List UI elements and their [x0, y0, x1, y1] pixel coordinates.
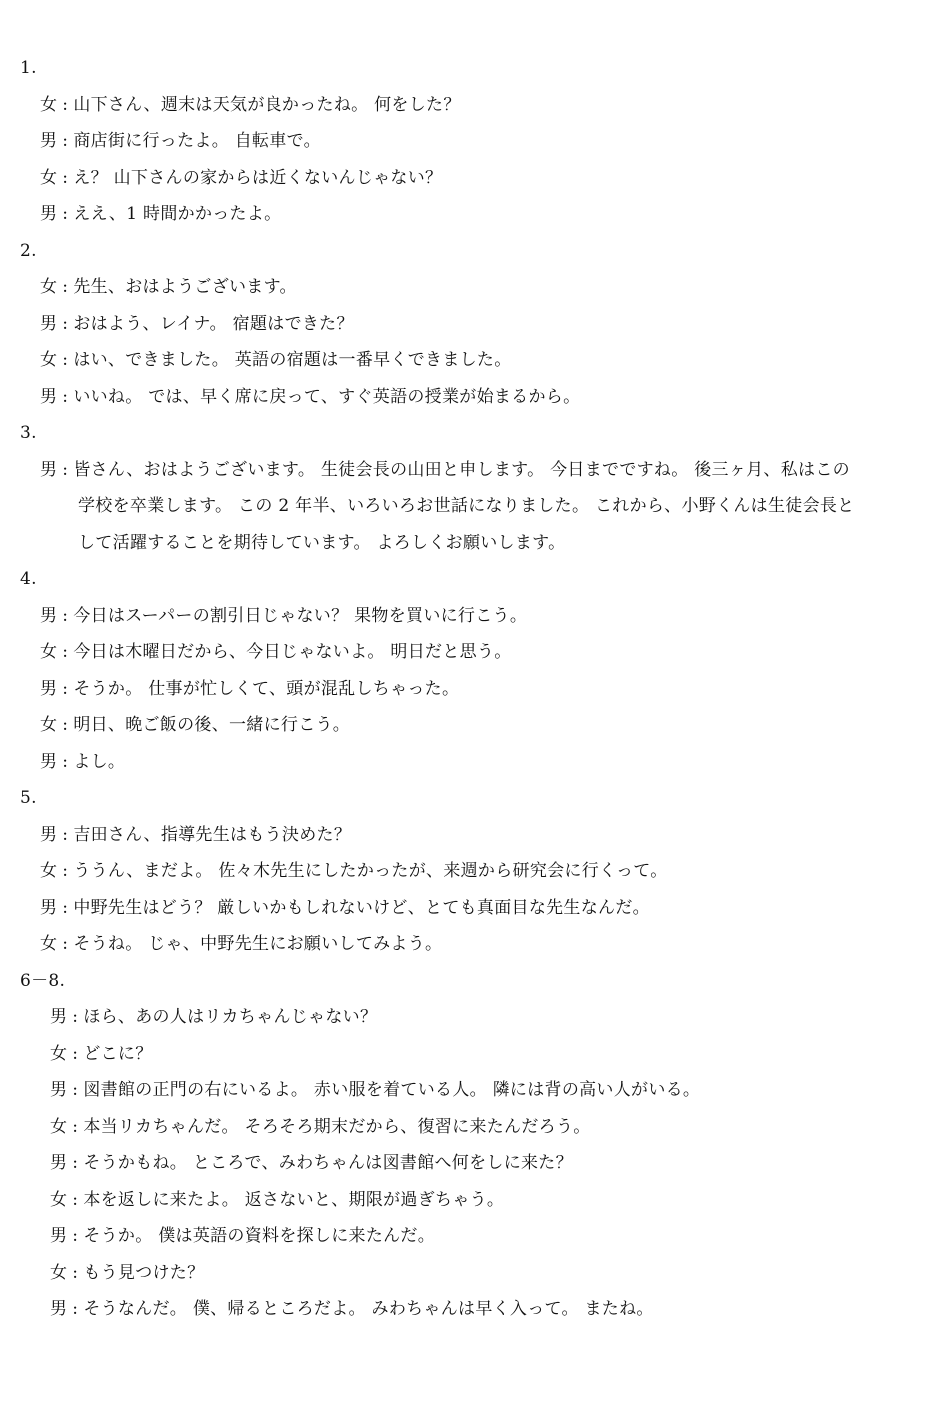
speaker-separator: :: [62, 277, 69, 297]
dialogue-text: ううん、まだよ。 佐々木先生にしたかったが、来週から研究会に行くって。: [73, 861, 668, 881]
speaker-label: 男: [50, 1080, 68, 1100]
speaker-label: 男: [50, 1299, 68, 1319]
item-number: 5.: [20, 788, 37, 808]
dialogue-text: どこに？: [83, 1044, 153, 1064]
speaker-label: 女: [50, 1044, 68, 1064]
speaker-separator: :: [62, 934, 69, 954]
dialogue-line: [40, 349, 512, 371]
speaker-label: 女: [40, 642, 58, 662]
dialogue-line: [40, 167, 442, 189]
dialogue-text: 本当リカちゃんだ。 そろそろ期末だから、復習に来たんだろう。: [83, 1117, 591, 1137]
speaker-separator: :: [72, 1299, 79, 1319]
dialogue-line: [40, 386, 580, 408]
dialogue-text: そうかもね。 ところで、みわちゃんは図書館へ何をしに来た？: [83, 1153, 573, 1173]
speaker-label: 男: [40, 314, 58, 334]
speaker-label: 男: [40, 387, 58, 407]
item-number: 6－8.: [20, 971, 66, 991]
dialogue-line: [50, 1225, 435, 1247]
dialogue-line: [50, 1116, 591, 1138]
dialogue-text: 明日、晩ご飯の後、一緒に行こう。: [73, 715, 351, 735]
speaker-separator: :: [62, 679, 69, 699]
speaker-separator: :: [62, 752, 69, 772]
speaker-separator: :: [72, 1226, 79, 1246]
dialogue-line: [40, 641, 512, 663]
speaker-label: 女: [40, 168, 58, 188]
dialogue-line: [40, 860, 668, 882]
dialogue-text: おはよう、レイナ。 宿題はできた？: [73, 314, 354, 334]
speaker-separator: :: [72, 1153, 79, 1173]
speaker-label: 男: [40, 460, 58, 480]
speaker-label: 男: [40, 679, 58, 699]
dialogue-line: [40, 459, 850, 481]
speaker-separator: :: [62, 350, 69, 370]
dialogue-line: [40, 276, 297, 298]
item-number: 4.: [20, 569, 37, 589]
speaker-label: 女: [40, 350, 58, 370]
dialogue-text: もう見つけた？: [83, 1263, 205, 1283]
dialogue-text: そうね。 じゃ、中野先生にお願いしてみよう。: [73, 934, 443, 954]
speaker-label: 男: [50, 1007, 68, 1027]
dialogue-line: [40, 678, 459, 700]
speaker-separator: :: [62, 715, 69, 735]
speaker-label: 女: [50, 1190, 68, 1210]
dialogue-text: 山下さん、週末は天気が良かったね。 何をした？: [73, 95, 461, 115]
speaker-label: 男: [40, 825, 58, 845]
dialogue-text: 学校を卒業します。 この 2 年半、いろいろお世話になりました。 これから、小野くんは生徒会長と: [78, 496, 855, 516]
speaker-separator: :: [72, 1190, 79, 1210]
dialogue-text: 図書館の正門の右にいるよ。 赤い服を着ている人。 隣には背の高い人がいる。: [83, 1080, 701, 1100]
speaker-label: 女: [40, 715, 58, 735]
dialogue-line: [40, 605, 527, 627]
speaker-label: 女: [40, 95, 58, 115]
dialogue-line: [40, 751, 125, 773]
speaker-separator: :: [62, 861, 69, 881]
dialogue-text: 皆さん、おはようございます。 生徒会長の山田と申します。 今日までですね。 後三ヶ月、私はこの: [73, 460, 850, 480]
dialogue-text: 商店街に行ったよ。 自転車で。: [73, 131, 321, 151]
dialogue-line: [40, 824, 351, 846]
speaker-label: 女: [40, 861, 58, 881]
dialogue-text: して活躍することを期待しています。 よろしくお願いします。: [78, 533, 566, 553]
dialogue-text: 今日はスーパーの割引日じゃない？ 果物を買いに行こう。: [73, 606, 528, 626]
speaker-separator: :: [62, 168, 69, 188]
speaker-separator: :: [62, 387, 69, 407]
speaker-label: 女: [50, 1117, 68, 1137]
dialogue-text: 今日は木曜日だから、今日じゃないよ。 明日だと思う。: [73, 642, 512, 662]
dialogue-text: 中野先生はどう？ 厳しいかもしれないけど、とても真面目な先生なんだ。: [73, 898, 650, 918]
speaker-separator: :: [62, 642, 69, 662]
dialogue-line: [50, 1079, 700, 1101]
dialogue-line: [50, 1006, 377, 1028]
speaker-separator: :: [62, 95, 69, 115]
dialogue-line: [50, 1189, 504, 1211]
speaker-label: 男: [40, 752, 58, 772]
speaker-label: 男: [40, 606, 58, 626]
speaker-label: 男: [40, 898, 58, 918]
item-number: 1.: [20, 58, 37, 78]
dialogue-line: [40, 313, 354, 335]
speaker-label: 男: [40, 204, 58, 224]
dialogue-line: [40, 94, 461, 116]
speaker-separator: :: [62, 460, 69, 480]
speaker-label: 男: [40, 131, 58, 151]
dialogue-text: え？ 山下さんの家からは近くないんじゃない？: [73, 168, 443, 188]
dialogue-line: [40, 203, 281, 225]
speaker-separator: :: [62, 204, 69, 224]
speaker-label: 女: [40, 277, 58, 297]
speaker-separator: :: [72, 1263, 79, 1283]
dialogue-text: ええ、1 時間かかったよ。: [73, 204, 282, 224]
dialogue-line: [40, 933, 442, 955]
speaker-label: 女: [50, 1263, 68, 1283]
dialogue-text: そうなんだ。 僕、帰るところだよ。 みわちゃんは早く入って。 またね。: [83, 1299, 654, 1319]
speaker-separator: :: [62, 606, 69, 626]
speaker-label: 男: [50, 1153, 68, 1173]
dialogue-continuation: [78, 495, 854, 517]
dialogue-text: ほら、あの人はリカちゃんじゃない？: [83, 1007, 378, 1027]
dialogue-line: [40, 130, 321, 152]
dialogue-line: [40, 714, 350, 736]
dialogue-text: 吉田さん、指導先生はもう決めた？: [73, 825, 352, 845]
dialogue-continuation: [78, 532, 565, 554]
speaker-separator: :: [72, 1117, 79, 1137]
cut-off-line: [48, 1331, 238, 1339]
dialogue-text: はい、できました。 英語の宿題は一番早くできました。: [73, 350, 512, 370]
speaker-separator: :: [62, 898, 69, 918]
speaker-separator: :: [72, 1080, 79, 1100]
dialogue-text: よし。: [73, 752, 126, 772]
speaker-separator: :: [62, 314, 69, 334]
dialogue-text: いいね。 では、早く席に戻って、すぐ英語の授業が始まるから。: [73, 387, 581, 407]
dialogue-line: [50, 1152, 573, 1174]
speaker-label: 男: [50, 1226, 68, 1246]
item-number: 2.: [20, 241, 37, 261]
dialogue-line: [50, 1298, 654, 1320]
dialogue-line: [40, 897, 650, 919]
dialogue-text: 先生、おはようございます。: [73, 277, 297, 297]
speaker-separator: :: [72, 1007, 79, 1027]
speaker-separator: :: [72, 1044, 79, 1064]
speaker-separator: :: [62, 131, 69, 151]
dialogue-text: そうか。 仕事が忙しくて、頭が混乱しちゃった。: [73, 679, 460, 699]
speaker-label: 女: [40, 934, 58, 954]
dialogue-text: そうか。 僕は英語の資料を探しに来たんだ。: [83, 1226, 436, 1246]
dialogue-line: [50, 1262, 204, 1284]
dialogue-text: 本を返しに来たよ。 返さないと、期限が過ぎちゃう。: [83, 1190, 505, 1210]
item-number: 3.: [20, 423, 37, 443]
dialogue-line: [50, 1043, 153, 1065]
speaker-separator: :: [62, 825, 69, 845]
